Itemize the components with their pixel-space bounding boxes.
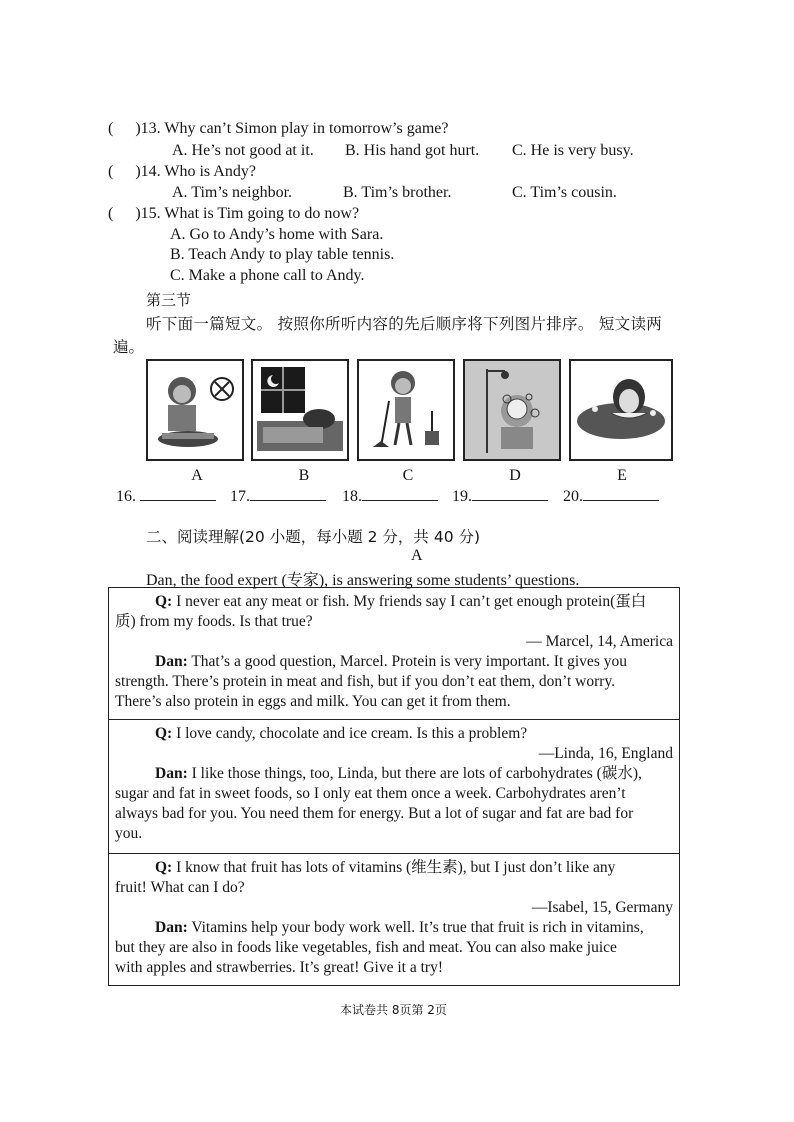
- answer-blank[interactable]: [140, 486, 216, 501]
- question-line: fruit! What can I do?: [115, 879, 245, 896]
- answer-paren: (: [108, 120, 114, 137]
- picture-c: [357, 359, 455, 461]
- blank-number: 20.: [563, 488, 583, 505]
- answer-blank[interactable]: [362, 486, 438, 501]
- blank-18: [342, 486, 438, 506]
- q15-option-a: A. Go to Andy’s home with Sara.: [170, 226, 384, 243]
- section3-title: 第三节: [146, 291, 192, 309]
- page-footer: 本试卷共 8页第 2页: [340, 1003, 447, 1017]
- boy-showering-icon: [465, 361, 559, 459]
- girl-in-bath-icon: [571, 361, 671, 459]
- picture-d: [463, 359, 561, 461]
- picture-label-c: C: [402, 467, 414, 484]
- question-line: 质) from my foods. Is that true?: [115, 613, 313, 630]
- qa-entry-3: [108, 853, 680, 986]
- signature: — Marcel, 14, America: [526, 633, 673, 650]
- question-text: I never eat any meat or fish. My friends say I can’t get enough protein(蛋白: [172, 593, 647, 610]
- question-line: [115, 724, 673, 744]
- dan-label: Dan:: [155, 765, 188, 782]
- qa-entry-2: [108, 719, 680, 854]
- passage-intro: Dan, the food expert (专家), is answering some students’ questions.: [146, 572, 580, 589]
- answer-paren: (: [108, 163, 114, 180]
- answer-text: That’s a good question, Marcel. Protein is very important. It gives you: [187, 653, 627, 670]
- question-line: [115, 858, 673, 878]
- q13-option-c: C. He is very busy.: [512, 142, 634, 159]
- answer-blank[interactable]: [472, 486, 548, 501]
- answer-line: but they are also in foods like vegetables, fish and meat. You can also make juice: [115, 939, 617, 956]
- blank-17: [230, 486, 326, 506]
- picture-a: [146, 359, 244, 461]
- girl-eating-icon: [148, 361, 242, 459]
- answer-text: I like those things, too, Linda, but there are lots of carbohydrates (碳水),: [187, 765, 642, 782]
- blank-20: [563, 486, 659, 506]
- q-label: Q:: [155, 593, 173, 610]
- answer-line: strength. There’s protein in meat and fish, but if you don’t eat them, don’t worry.: [115, 673, 616, 690]
- picture-label-b: B: [298, 467, 310, 484]
- q15-option-b: B. Teach Andy to play table tennis.: [170, 246, 395, 263]
- answer-blank[interactable]: [250, 486, 326, 501]
- question-text: I love candy, chocolate and ice cream. Is this a problem?: [172, 725, 528, 742]
- signature: —Linda, 16, England: [538, 745, 673, 762]
- q-label: Q:: [155, 859, 173, 876]
- section3-instruction-cont: 遍。: [113, 338, 145, 356]
- question-14: [108, 163, 256, 181]
- question-line: [115, 592, 673, 612]
- dan-label: Dan:: [155, 653, 188, 670]
- blank-16: [116, 486, 216, 506]
- answer-line: always bad for you. You need them for energy. But a lot of sugar and fat are bad for: [115, 805, 634, 822]
- answer-line: [115, 764, 673, 784]
- dan-label: Dan:: [155, 919, 188, 936]
- blank-number: 18.: [342, 488, 362, 505]
- blank-number: 19.: [452, 488, 472, 505]
- girl-sweeping-icon: [359, 361, 453, 459]
- blank-19: [452, 486, 548, 506]
- question-stem: )15. What is Tim going to do now?: [135, 205, 360, 222]
- q14-option-b: B. Tim’s brother.: [343, 184, 452, 201]
- answer-paren: (: [108, 205, 114, 222]
- passage-letter: A: [411, 547, 423, 564]
- qa-entry-1: [108, 587, 680, 720]
- picture-label-e: E: [617, 467, 627, 484]
- sleeping-boy-icon: [253, 361, 347, 459]
- q13-option-b: B. His hand got hurt.: [345, 142, 480, 159]
- reading-heading: 二、阅读理解(20 小题，每小题 2 分，共 40 分): [146, 528, 481, 546]
- blank-number: 16.: [116, 488, 136, 505]
- picture-label-d: D: [509, 467, 521, 484]
- question-stem: )13. Why can’t Simon play in tomorrow’s game?: [135, 120, 449, 137]
- picture-label-a: A: [191, 467, 203, 484]
- q-label: Q:: [155, 725, 173, 742]
- q14-option-a: A. Tim’s neighbor.: [172, 184, 293, 201]
- picture-b: [251, 359, 349, 461]
- question-13: [108, 120, 448, 138]
- question-stem: )14. Who is Andy?: [135, 163, 256, 180]
- answer-line: [115, 918, 673, 938]
- answer-line: [115, 652, 673, 672]
- answer-blank[interactable]: [583, 486, 659, 501]
- answer-line: with apples and strawberries. It’s great! Give it a try!: [115, 959, 443, 976]
- answer-line: you.: [115, 825, 143, 842]
- q15-option-c: C. Make a phone call to Andy.: [170, 267, 365, 284]
- answer-text: Vitamins help your body work well. It’s true that fruit is rich in vitamins,: [187, 919, 644, 936]
- answer-line: There’s also protein in eggs and milk. You can get it from them.: [115, 693, 511, 710]
- q13-option-a: A. He’s not good at it.: [172, 142, 314, 159]
- q14-option-c: C. Tim’s cousin.: [512, 184, 617, 201]
- question-text: I know that fruit has lots of vitamins (维生素), but I just don’t like any: [172, 859, 616, 876]
- question-15: [108, 205, 359, 223]
- answer-line: sugar and fat in sweet foods, so I only eat them once a week. Carbohydrates aren’t: [115, 785, 626, 802]
- picture-e: [569, 359, 673, 461]
- signature: —Isabel, 15, Germany: [531, 899, 673, 916]
- blank-number: 17.: [230, 488, 250, 505]
- section3-instruction: 听下面一篇短文。 按照你所听内容的先后顺序将下列图片排序。 短文读两: [146, 315, 663, 333]
